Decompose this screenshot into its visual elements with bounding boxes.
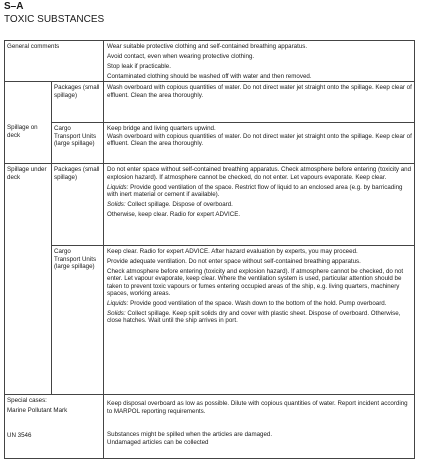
on-deck-cargo-label: Cargo Transport Units (large spillage) <box>54 125 97 148</box>
general-comments-text <box>107 43 412 83</box>
on-deck-cargo-line-2: Wash overboard with copious quantities of water. Do not direct water jet straight onto the spillage. Keep clear of effluent. Clean the area thoroughly. <box>107 132 412 148</box>
on-deck-packages-text: Wash overboard with copious quantities of water. Do not direct water jet straight onto the spillage. Keep clear of effluent. Clean the area thoroughly. <box>107 84 412 99</box>
un-number-text <box>107 431 412 446</box>
row-divider-deck-inner <box>51 122 415 123</box>
under-deck-packages-text <box>107 166 412 222</box>
col-divider-main <box>103 40 104 459</box>
under-packages-para-solids <box>107 201 412 209</box>
col-divider-sub-deck <box>51 81 52 163</box>
un-number-label: UN 3546 <box>7 432 32 439</box>
on-deck-cargo-line-1: Keep bridge and living quarters upwind. <box>107 125 216 132</box>
under-deck-packages-label: Packages (small spillage) <box>54 166 100 181</box>
on-deck-packages-label: Packages (small spillage) <box>54 84 100 99</box>
general-line-4: Contaminated clothing should be washed off with water and then removed. <box>107 73 312 81</box>
general-line-2: Avoid contact, even when wearing protective clothing. <box>107 53 255 61</box>
document-title: TOXIC SUBSTANCES <box>4 14 105 25</box>
general-line-3: Stop leak if practicable. <box>107 63 171 71</box>
under-cargo-para-2: Provide adequate ventilation. Do not enter space without self-contained breathing apparatus. <box>107 257 361 265</box>
cargo-liquids-text: Provide good ventilation of the space. Wash down to the bottom of the hold. Pump overboard. <box>130 299 387 307</box>
under-packages-para-1: Do not enter space without self-contained breathing apparatus. Check atmosphere before entering (toxicity and explosion hazard). If atmosphere cannot be checked, do not enter. Let vapours evaporate. Keep clear. <box>107 166 412 181</box>
row-divider-under <box>4 394 415 395</box>
col-divider-sub-under <box>51 163 52 394</box>
solids-text: Collect spillage. Dispose of overboard. <box>127 201 233 209</box>
un-line-1: Substances might be spilled when the articles are damaged. <box>107 431 273 438</box>
under-packages-para-liquids <box>107 184 412 199</box>
cargo-solids-label: Solids: <box>107 309 126 317</box>
under-deck-label: Spillage under deck <box>7 166 47 181</box>
liquids-text: Provide good ventilation of the space. Restrict flow of liquid to an enclosed area (e.g. by barricading with inert material or cement if available). <box>107 183 403 199</box>
document-code: S–A <box>4 1 24 12</box>
under-cargo-para-1: Keep clear. Radio for expert ADVICE. After hazard evaluation by experts, you may proceed. <box>107 248 358 255</box>
general-line-1: Wear suitable protective clothing and self-contained breathing apparatus. <box>107 43 308 50</box>
cargo-solids-text: Collect spillage. Keep spilt solids dry and cover with plastic sheet. Dispose of overboard. Otherwise, close hatches. Wait until the ship arrives in port. <box>107 309 401 325</box>
row-divider-under-inner <box>51 245 415 246</box>
on-deck-cargo-text <box>107 125 412 148</box>
under-packages-para-4: Otherwise, keep clear. Radio for expert ADVICE. <box>107 211 241 219</box>
under-deck-cargo-text <box>107 248 412 327</box>
solids-label: Solids: <box>107 201 126 209</box>
under-cargo-para-3: Check atmosphere before entering (toxicity and explosion hazard). If atmosphere cannot be checked, do not enter. Let vapour evaporate, keep clear. Where the ventilation system is used, particular attention should be taken to prevent toxic vapours or fumes entering occupied areas of the ship, e.g. living quarters, machinery spaces, working areas. <box>107 267 404 298</box>
under-cargo-para-liquids <box>107 300 412 307</box>
marine-pollutant-text: Keep disposal overboard as low as possible. Dilute with copious quantities of water. Report incident according to MARPOL reporting requirements. <box>107 400 408 415</box>
under-deck-cargo-label: Cargo Transport Units (large spillage) <box>54 248 97 271</box>
under-cargo-para-solids <box>107 310 412 325</box>
liquids-label: Liquids: <box>107 183 129 191</box>
marine-pollutant-label: Marine Pollutant Mark <box>7 407 68 414</box>
cargo-liquids-label: Liquids: <box>107 299 129 307</box>
un-line-2: Undamaged articles can be collected <box>107 438 209 446</box>
general-comments-label: General comments <box>7 43 60 50</box>
row-divider-deck <box>4 163 415 164</box>
special-cases-label: Special cases: <box>7 397 47 404</box>
on-deck-label: Spillage on deck <box>7 124 38 139</box>
